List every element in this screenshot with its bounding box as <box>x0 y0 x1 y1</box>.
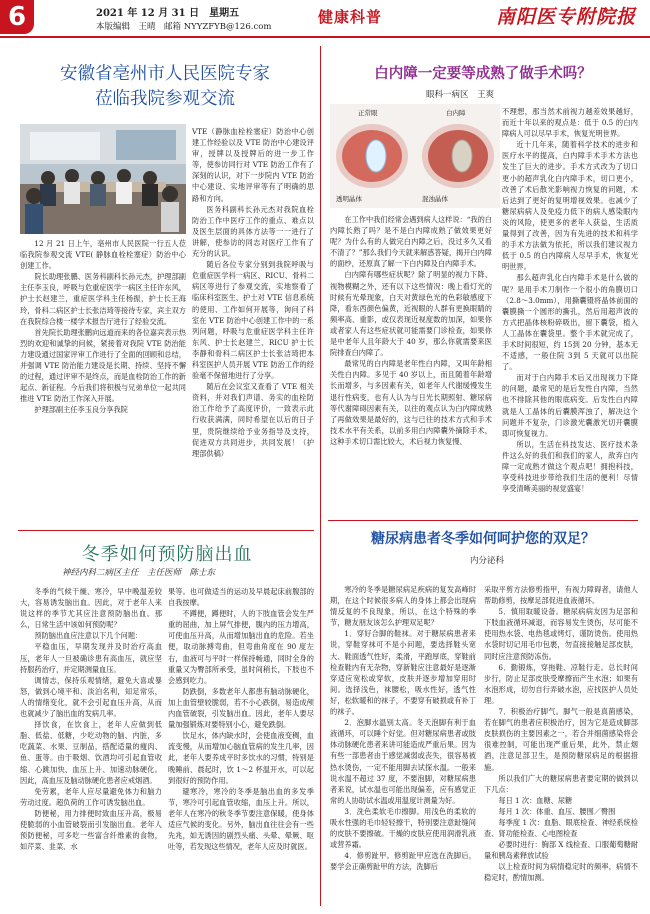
paragraph: 院长助理张鹏、医务科副科长孙元杰，护理部副主任李玉良，呼吸与危重症医学一病区主任许东风，护士长赵建兰，重症医学科主任杨振，护士长王海玲，骨科二病区护士长张洁琦等接待专家，宾主双方在我院综合楼一楼学术报告厅进行了经验交流。 <box>20 272 186 326</box>
section-title: 健康科普 <box>318 8 383 26</box>
page-number-badge: 6 <box>0 0 34 34</box>
paragraph: 免劳累，老年人应尽量避免体力和脑力劳动过度。超负荷的工作可诱发脑出血。 <box>20 786 162 807</box>
paragraph: 每月 1 次：体重、血压、腰围／臀围 <box>498 806 616 816</box>
paragraph: 调情志，保持乐观情绪，避免大喜或暴怒，做到心境平和、淡泊名利，知足常乐，人的情绪变化，就不会引起血压升高，从而也就减少了脑出血的发病几率。 <box>20 675 162 719</box>
paragraph: 所以我们广大的糖尿病患者要定期的做到以下几点： <box>484 773 638 794</box>
paragraph: 6．勤锻炼，穿拖鞋、凉鞋行走。总长时间步行，防止足部皮肤受摩擦而产生水泡；如果有水泡形成，切勿自行弄破水泡，应找医护人员处理。 <box>484 662 638 705</box>
article2-body-col2 <box>502 106 638 494</box>
divider-left <box>18 530 314 531</box>
paragraph: 寒冷的冬季是糖尿病足疾病的复发高峰时期，在这个时候很多病人的身体上都会出现病情反复的不良现象，所以，在这个特殊的季节，糖友朋友该怎么护理双足呢？ <box>330 585 476 628</box>
paragraph: 随后各位专家分别到我院呼吸与危重症医学科一病区、RICU、骨科二病区等进行了参观交流，实地察看了临床科室医生、护士对 VTE 信息系统的使用、工作如何开展等，询问了科室在 VTE 防治中心创建工作中的一系列问题，呼吸与危重症医学科主任许东风、护士长赵建兰、RICU 护士长李静和骨科二病区护士长张洁琦把本科室医护人员开展 VTE 防治工作的经验毫不保留地进行了分享。 <box>192 260 314 381</box>
article4-byline: 内分泌科 <box>470 556 505 566</box>
paragraph: 那么超声乳化白内障手术是什么做的呢？是用手术刀制作一个很小的角膜切口（2.8～3.0mm），用撕囊镊将晶体前面的囊膜撕一个圆形的撕孔，然后用超声波的方式把晶体核粉碎吸出，留下囊袋，植入人工晶体在囊袋里。整个手术就完成了，手术时间很短，约 15到 20 分钟，基本无不适感，一般住院 3到 5 天就可以出院了。 <box>502 273 638 372</box>
article1-title-line1: 安徽省亳州市人民医院专家 <box>60 64 270 84</box>
paragraph: 采取平剪方法修剪指甲，有视力障碍者，请他人帮助修剪，按摩足部促进血液循环。 <box>484 585 638 606</box>
paragraph: 果等。也可做适当的运动及早晨起床前腹部的自我按摩。 <box>168 587 314 608</box>
paragraph: 2．泡脚水温别太高。冬天泡脚有利于血液循环，可以睡个好觉。但对糖尿病患者或肢体动脉硬化患者来讲可能造成严重后果。因为有些一部患者由于感觉减弱或丧失，很容易被热水烫伤，一定不能用脚去试探水温。一般来说水温不超过 37 度，不要泡脚，对糖尿病患者来说，试水温也可能出现偏差，应有感觉正常的人协助试水温或用温度计测量为好。 <box>330 718 476 805</box>
paragraph: 随后在会议室又查看了 VTE 相关资料，并对我们声谱、务实的血栓防治工作给予了高度评价，一致表示此行收获满满，同时希望在以后的日子里，贵院继续给予业务指导及支持，促进双方共同进步，共同发展！（护理部供稿） <box>192 382 314 458</box>
eye-diagram-graphic <box>330 104 500 208</box>
article2-byline: 眼科一病区 王爽 <box>426 90 495 100</box>
paragraph: 防便秘，用力排便时致血压升高，极易使脆弱的小血管破裂而引发脑出血。老年人预防便秘，可多吃一些富含纤维素的食物，如芹菜、韭菜、水 <box>20 808 162 852</box>
article1-title <box>20 62 310 112</box>
paragraph: 最常见的白内障是老年性白内障，又叫年龄相关性白内障。多见于 40 岁以上，而且随着年龄增长而增多，与多因素有关，如老年人代谢缓慢发生退行性病变，也有人认为与日光长期照射、糖尿病等代谢障碍因素有关，以往的观点认为白内障成熟了再做效果是最好的，这与已往的技术方式和手术技术水平有关系，以前多用白内障囊外摘除手术，这种手术切口需比较大，术后视力恢复慢、 <box>330 359 492 446</box>
paper-name: 南阳医专附院报 <box>496 6 637 28</box>
paragraph: 所以，生活在科技发达、医疗技术条件这么好的我们和我们的家人，敌弃白内障一定成熟才做这个观点吧！拥抱科技，享受科技进步带给我们生活的便利！尽情享受清晰美丽的视觉盛宴！ <box>502 439 638 494</box>
paragraph: 1．穿好合脚的鞋袜。对于糖尿病患者来说，穿鞋穿袜可不是小问题，要选择鞋头宽大、鞋面透气性好，柔滑，平跑厚底，穿鞋前检查鞋内有无杂物，穿新鞋应注意最好是逐渐穿适应宽松或穿软，皮肤并逐步增加穿用时间。选择浅色，袜腰松，吸水性好，透气性好，松软暖和的袜子，不要穿有破损或有补丁的袜子。 <box>330 629 476 717</box>
issue-date: 2021 年 12 月 31 日 星期五 <box>96 8 240 19</box>
paragraph: 白内障有哪些症状呢？除了明显的视力下降、视物模糊之外，还有以下这些情况：晚上看灯光的时候有光晕现象，白天对黄绿色光的色彩敏感度下降，看东西颜色偏黄，近视眼的人群有更换眼睛的频率高、重影，或仅表现近视度数的加深，如果你或者家人有这些症状就可能需要门诊检查，如果你是中老年人且年龄大于 40 岁，那么你就需要来医院排查白内障了。 <box>330 270 492 358</box>
paragraph: 首先院长助理张鹏向远道而来的各位嘉宾表示热烈的欢迎和诚挚的问候，紧接着对我院 VTE 防治能力建设通过国家评审工作进行了全面的回顾和总结，并强调 VTE 防治能力建设是长期、持续、坚持不懈的过程，通过评审不是终点，而是血栓防治工作的新起点、新征程。今后我们将积极与兄弟单位一起共同推进 VTE 防治工作深入开展。 <box>20 327 186 404</box>
header-rule <box>0 36 650 38</box>
article3-body-col2 <box>168 586 314 852</box>
paragraph: 而对于白内障手术后又出现视力下降的问题，最常见的是后发性白内障，当然也不排除其他的眼底病变。后发性白内障就是人工晶体的后囊膜浑浊了，解决这个问题并不复杂，门诊激光囊激光切开囊膜即可恢复视力。 <box>502 373 638 438</box>
paragraph: 冬季的气候干燥、寒冷，早中晚温差较大，容易诱发脑出血。因此，对于老年人来说这样的季节尤其应注意预防脑出血。那么，日常生活中该如何预防呢？ <box>20 587 162 630</box>
paragraph: 3．洗色柔软毛巾擦脚。用浅色的柔软的吸水性强的毛巾轻轻擦干，特别要注意趾缝间的皮肤不要擦破。干燥的皮肤应使用润滑乳液或营养霜。 <box>330 806 476 850</box>
paragraph: 近十几年来，随着科学技术的进步和医疗水平的提高，白内障手术手术方法也发生了巨大的进步。手术方式改为了切口更小的超声乳化白内障手术，切口更小，改善了术后散光影响视力恢复的问题，术后达到了更好的复明增视效果。也减少了糖尿病病人及免疫力低下的病人感染眼内炎的风险，使更多的老年人获益，生活质量得到了改善，因为有先进的技术和科学的手术方法做为依托，所以我们建议视力低于 0.5 的白内障病人尽早手术，恢复光明世界。 <box>502 140 638 272</box>
label-normal-eye: 正常眼 <box>358 109 378 117</box>
article4-title: 糖尿病患者冬季如何呵护您的双足？ <box>371 531 595 547</box>
paragraph: 12 月 21 日上午，亳州市人民医院一行五人莅临我院参观交流 VTE( 静脉血栓栓塞症）防治中心创建工作。 <box>20 239 186 271</box>
divider-right <box>328 520 638 521</box>
meeting-photo <box>20 124 186 234</box>
column-divider <box>320 46 321 906</box>
paragraph: VTE（静脉血栓栓塞症）防治中心创建工作经验以及 VTE 防治中心建设评审，授牌以及授牌后的进一步工作等，使参访同行对 VTE 防治工作有了深刻的认识，对下一步院内 VTE 防治中心建设、实地评审等有了明确的思路和方向。 <box>192 127 314 203</box>
paragraph: 不蹲便，蹲便时，人的下肢血管会发生严重的屈曲，加上屏气排便，腹内的压力增高，可使血压升高，从而增加脑出血的危险。若坐便，取动脉搏弯曲，但弯曲角度在 90 度左右，血液可与平时一样保持畅通，同时全身的重量又为臀部所承受，虽时间稍长，下肢也不会感到吃力。 <box>168 609 314 685</box>
article1-title-line2: 莅临我院参观交流 <box>95 89 235 109</box>
paragraph: 医务科副科长孙元杰对我院血栓防治工作中医疗工作的重点、难点以及医生层面的具体方法等一一进行了讲解，使参访的同志对医疗工作有了充分的认识。 <box>192 204 314 259</box>
paragraph: 避寒冷，寒冷的冬季是脑出血的多发季节，寒冷可引起血管收缩，血压上升。所以，老年人在寒冷的秋冬季节要注意保暖，使身体适应气候的变化。另外，脑出血往往会有一些先兆，如无诱因的剧烈头痛、头晕、晕厥、呕吐等，若发现这些情况，老年人应及时就医。 <box>168 786 314 852</box>
paragraph: 择饮食，在饮食上，老年人应做到低脂、低盐、低糖，少吃动物的脑、内脏，多吃蔬菜、水果、豆制品，搭配适量的瘦肉、鱼、蛋等。由于吸烟、饮酒均可引起血管收缩、心跳加快、血压上升、加速动脉硬化。因此，高血压及脑动脉硬化患者应戒烟酒。 <box>20 720 162 785</box>
article3-byline: 神经内科二病区主任 主任医师 陈士东 <box>62 568 216 578</box>
article3-body-col1 <box>20 586 162 852</box>
paragraph: 不理想，那当然术前视力越差效果越好，而近十年以来的观点是：低于 0.5 的白内障病人可以尽早手术，恢复光明世界。 <box>502 107 638 139</box>
article4-body-col2 <box>484 584 638 884</box>
paragraph: 平稳血压，早期发现并及时治疗高血压，老年人一旦被确诊患有高血压，就应坚持服药治疗，并定期测量血压。 <box>20 642 162 674</box>
article3-title: 冬季如何预防脑出血 <box>81 544 253 565</box>
label-clear-lens: 透明晶体 <box>336 195 362 203</box>
editor-line: 本版编辑 王晴 邮箱 NYYZFYB@126.com <box>96 22 272 32</box>
paragraph: 每日 1 次：血糖、尿糖 <box>498 795 573 805</box>
paragraph: 每季度 1 次：血脂、眼底检查、神经系统检查、肾功能检查、心电图检查 <box>484 817 638 839</box>
paragraph: 饮足水，体内缺水时，会使血液变稠，血流变慢，从而增加心脑血管病的发生几率，因此，老年人要养成平时多饮水的习惯，特别是晚睡前、晨起时，饮 1～2 杯温开水，可以起到很好的预防作用。 <box>168 731 314 785</box>
label-cataract-eye: 白内障 <box>446 109 466 117</box>
meeting-photo-graphic <box>20 124 186 234</box>
paragraph: 7．积极治疗脚气。脚气一般是真菌感染，若在脚气的患者应积极治疗，因为它是造成脚部皮肤损伤的主要因素之一，若合并细菌感染将会很难控制，可能出现严重后果，此外，禁止烟酒，注意足部卫生，是预防糖尿病足的根据措施。 <box>484 707 638 772</box>
paragraph: 在工作中我们经常会遇到病人这样说：“我的白内障长熟了吗？是不是白内障成熟了做效果更好呢？为什么有的人做完白内障之后，没过多久又看不清了？”那么我们今天就来解惑答疑，揭开白内障的面纱，还原真了解一下白内障及白内障手术。 <box>330 215 492 269</box>
paragraph: 以上检查时间为病情稳定时的频率，病情不稳定时，酌情加测。 <box>484 862 638 883</box>
paragraph: 防跌倒，多数老年人都患有脑动脉硬化，加上血管壁较脆弱，若不小心跌倒，易造成颅内血管破裂，引发脑出血。因此，老年人要尽量加强锻炼对要特别小心，避免跌倒。 <box>168 686 314 730</box>
article4-body-col1 <box>330 584 476 872</box>
paragraph: 预防脑出血应注意以下几个问题： <box>34 631 143 641</box>
article1-body-col2 <box>192 126 314 459</box>
paragraph: 5．慎用取暖设备。糖尿病病友因为足部和下肢血液循环减退，而容易发生烫伤，尽可能不使用热水袋、电热毯或烤灯，谨防烫伤。使用热水袋时切记用毛巾包裹，勿直接接触足部皮肤，同时应注意预防冻伤。 <box>484 607 638 661</box>
label-cloudy-lens: 混浊晶体 <box>422 195 448 203</box>
paragraph: 护理部副主任李玉良分享我院 <box>34 405 128 415</box>
article2-title: 白内障一定要等成熟了做手术吗？ <box>374 66 592 82</box>
article2-body-col1 <box>330 214 492 447</box>
article1-body-col1 <box>20 238 186 416</box>
eye-diagram <box>330 104 500 208</box>
paragraph: 4．修剪趾甲。修剪趾甲应选在洗脚后，要学会正确剪趾甲的方法，洗脚后 <box>330 851 476 872</box>
paragraph: 必要时进行：胸部 X 线检查、口服葡萄糖耐量和胰岛素释放试验 <box>484 840 638 861</box>
